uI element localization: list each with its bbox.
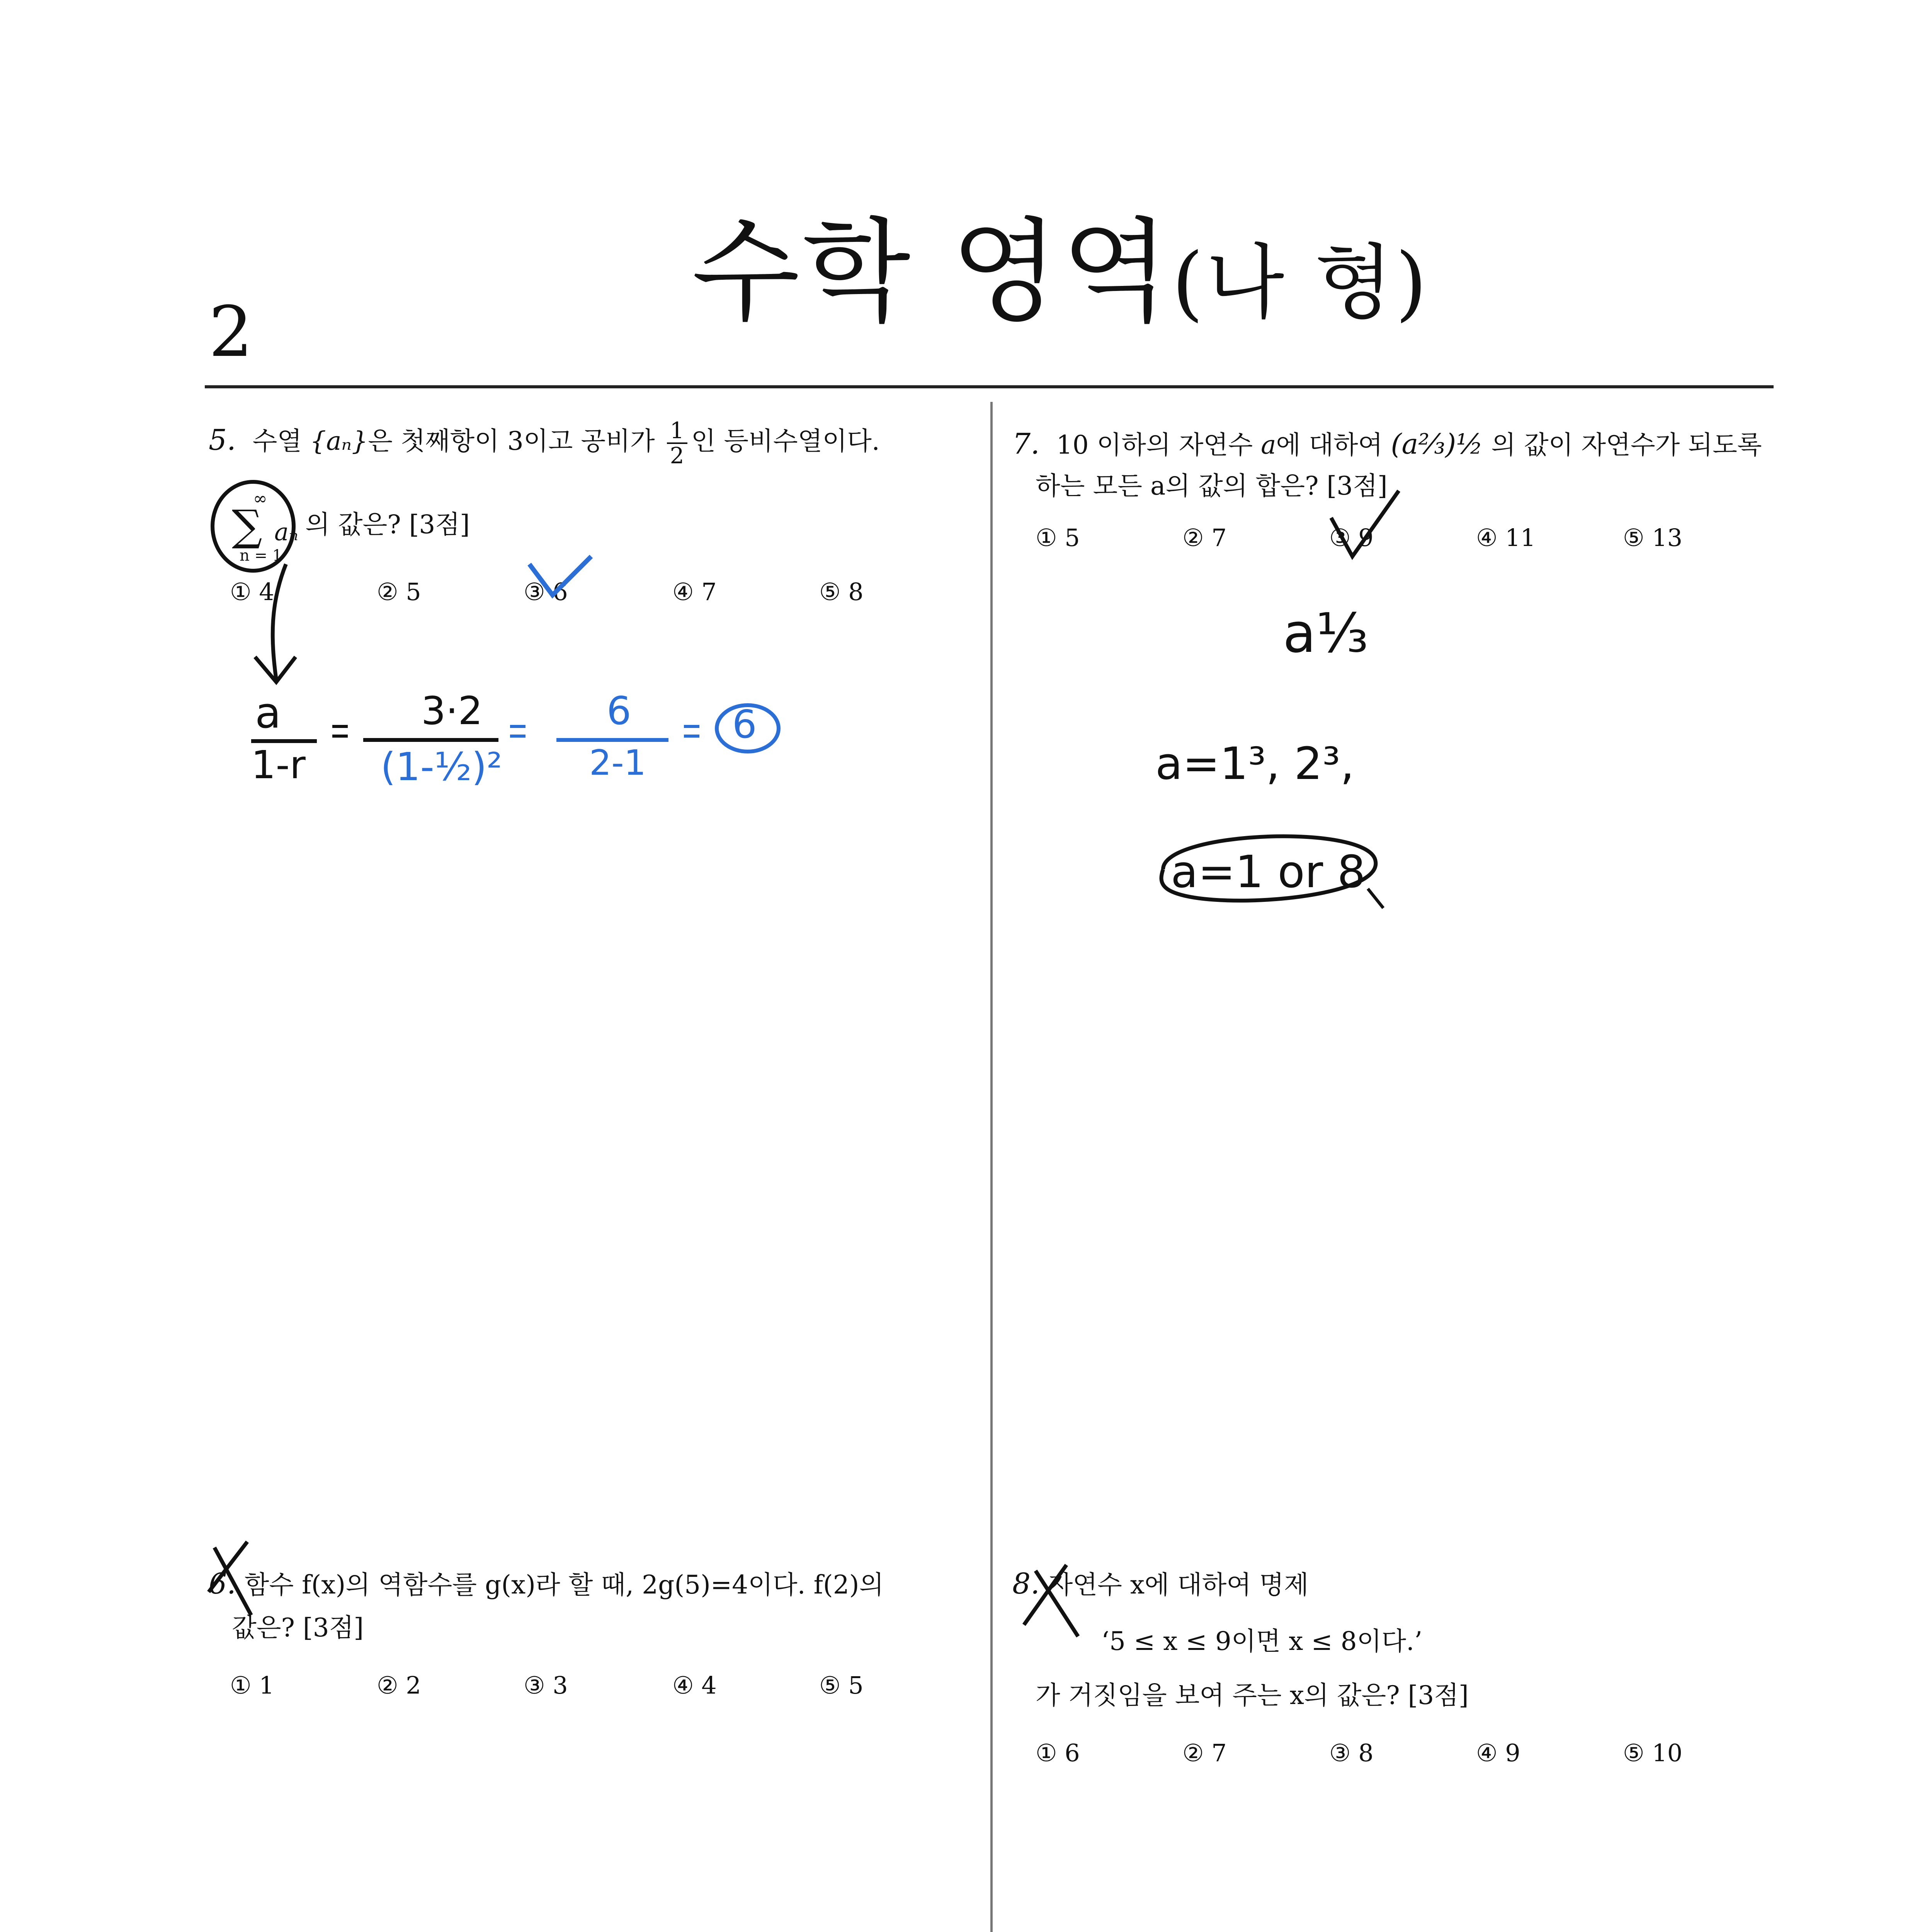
q7-hw-note-2: a=1³, 2³,	[1155, 738, 1355, 790]
q5-choice-1[interactable]: ① 4	[230, 578, 274, 606]
question-6-line-1	[209, 1561, 884, 1607]
sigma-symbol: ∑	[232, 501, 262, 550]
q6-choice-2[interactable]: ② 2	[377, 1671, 421, 1699]
q8-text-line-1: 자연수 x에 대하여 명제	[1048, 1570, 1309, 1600]
q7-choice-5[interactable]: ⑤ 13	[1623, 524, 1683, 552]
sigma-lower-limit: n = 1	[240, 547, 282, 565]
q5-choice-4[interactable]: ④ 7	[672, 578, 717, 606]
question-8-line-3: 가 거짓임을 보여 주는 x의 값은? [3점]	[1036, 1680, 1469, 1710]
q8-choice-4[interactable]: ④ 9	[1476, 1739, 1520, 1767]
q7-text-b: 에 대하여	[1276, 430, 1383, 460]
q5-hw-num: 3·2	[421, 688, 483, 733]
q8-choice-1[interactable]: ① 6	[1036, 1739, 1080, 1767]
q6-text-line-1: 함수 f(x)의 역함수를 g(x)라 할 때, 2g(5)=4이다. f(2)의	[244, 1570, 884, 1600]
question-8-line-1	[1012, 1561, 1309, 1607]
q5-fraction	[667, 419, 687, 468]
q6-choice-1[interactable]: ① 1	[230, 1671, 274, 1699]
q5-sequence: {aₙ}	[310, 426, 368, 456]
q5-text-c: 인 등비수열이다.	[691, 426, 880, 456]
q7-text-a: 10 이하의 자연수	[1056, 430, 1253, 460]
sigma-term: aₙ	[274, 518, 299, 546]
q5-text-b: 은 첫째항이 3이고 공비가	[368, 426, 655, 456]
q6-choice-3[interactable]: ③ 3	[524, 1671, 568, 1699]
q5-frac-den: 2	[670, 442, 684, 469]
q8-choice-3[interactable]: ③ 8	[1329, 1739, 1374, 1767]
q6-choice-5[interactable]: ⑤ 5	[819, 1671, 864, 1699]
q5-frac-num: 1	[667, 419, 687, 444]
q5-hw-den: (1-½)²	[381, 744, 502, 789]
question-8-number: 8.	[1012, 1567, 1040, 1600]
q5-hw-lhs-num: a	[255, 688, 281, 738]
q5-arrow-head	[255, 657, 296, 682]
q5-hw-num2: 6	[607, 688, 631, 733]
q7-hw-note-3: a=1 or 8	[1171, 846, 1366, 898]
q7-choice-4[interactable]: ④ 11	[1476, 524, 1536, 552]
column-divider	[990, 402, 993, 1932]
q8-choice-2[interactable]: ② 7	[1182, 1739, 1227, 1767]
page-title	[692, 207, 1430, 337]
question-8-proposition: ‘5 ≤ x ≤ 9이면 x ≤ 8이다.’	[1101, 1626, 1423, 1656]
q7-choice-1[interactable]: ① 5	[1036, 524, 1080, 552]
question-5-number: 5.	[209, 423, 236, 457]
question-5-line-2: 의 값은? [3점]	[305, 510, 470, 539]
q7-power-expression: (a⅔)½	[1391, 428, 1483, 460]
question-7-line-1	[1012, 421, 1762, 467]
sigma-upper-limit: ∞	[253, 489, 267, 509]
q7-text-c: 의 값이 자연수가 되도록	[1491, 430, 1762, 460]
page-number: 2	[209, 292, 253, 372]
q6-choice-4[interactable]: ④ 4	[672, 1671, 717, 1699]
q5-choice-3[interactable]: ③ 6	[524, 578, 568, 606]
question-6-number: 6.	[209, 1567, 236, 1600]
question-7-number: 7.	[1012, 427, 1040, 461]
q5-choice-5[interactable]: ⑤ 8	[819, 578, 864, 606]
q5-hw-lhs-den: 1-r	[251, 742, 306, 787]
q5-arrow-line	[273, 564, 286, 680]
q5-choice-2[interactable]: ② 5	[377, 578, 421, 606]
q5-hw-result: 6	[732, 702, 757, 747]
q7-hw-note-1: a⅓	[1283, 602, 1369, 665]
q7-choice-3[interactable]: ③ 9	[1329, 524, 1374, 552]
q5-text-a: 수열	[252, 426, 302, 456]
q7-oval-tail	[1368, 889, 1383, 908]
question-6-line-2: 값은? [3점]	[232, 1613, 364, 1643]
question-5-line-1	[209, 417, 880, 468]
q8-choice-5[interactable]: ⑤ 10	[1623, 1739, 1683, 1767]
q5-sigma-expression	[216, 489, 299, 566]
header-rule	[205, 385, 1774, 388]
title-main: 수학 영역	[692, 207, 1172, 337]
q5-hw-den2: 2-1	[589, 743, 646, 783]
question-7-line-2: 하는 모든 a의 값의 합은? [3점]	[1036, 471, 1388, 501]
title-subtype: (나 형)	[1172, 235, 1430, 330]
q7-choice-2[interactable]: ② 7	[1182, 524, 1227, 552]
q7-var-a: a	[1261, 430, 1276, 460]
